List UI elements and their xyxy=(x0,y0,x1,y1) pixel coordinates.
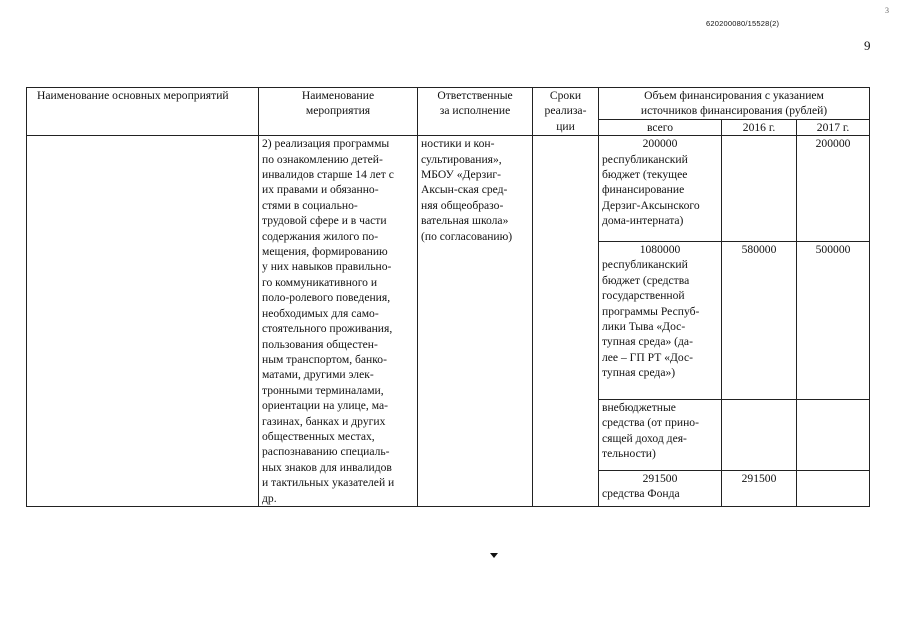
funding-source-line: внебюджетные xyxy=(602,401,676,415)
description-line: стями в социально- xyxy=(262,198,358,212)
header-responsible: Ответственные за исполнение xyxy=(418,88,533,136)
header-2016: 2016 г. xyxy=(722,119,797,135)
description-line: распознаванию специаль- xyxy=(262,445,390,459)
description-line: инвалидов старше 14 лет с xyxy=(262,168,394,182)
responsible-line: Аксын-ская сред- xyxy=(421,183,508,197)
funding-source-line: сящей доход дея- xyxy=(602,431,687,445)
description-line: ных знаков для инвалидов xyxy=(262,460,392,474)
corner-mark: 3 xyxy=(885,6,889,15)
description-line: по ознакомлению детей- xyxy=(262,152,383,166)
description-line: тронными терминалами, xyxy=(262,383,384,397)
funding-source-line: средства (от прино- xyxy=(602,416,699,430)
description-line: трудовой сфере и в части xyxy=(262,214,387,228)
description-line: др. xyxy=(262,491,277,505)
description-line: ным транспортом, банко- xyxy=(262,352,387,366)
funding-2017 xyxy=(797,470,870,506)
document-id: 620200080/15528(2) xyxy=(706,19,780,28)
description-line: стоятельного проживания, xyxy=(262,322,393,336)
funding-source-line: тельности) xyxy=(602,447,656,461)
funding-2017: 500000 xyxy=(797,241,870,399)
description-line: го коммуникативного и xyxy=(262,275,378,289)
funding-source-line: бюджет (средства xyxy=(602,273,690,287)
funding-source xyxy=(602,486,718,501)
funding-2016: 291500 xyxy=(722,470,797,506)
funding-total-cell xyxy=(599,136,722,242)
funding-source-line: Дерзиг-Аксынского xyxy=(602,198,700,212)
header-terms: Сроки реализа- ции xyxy=(533,88,599,136)
funding-total-cell xyxy=(599,241,722,399)
responsible-line: няя общеобразо- xyxy=(421,198,504,212)
description-line: их правами и обязанно- xyxy=(262,183,379,197)
funding-source xyxy=(602,152,718,229)
funding-total: 291500 xyxy=(642,471,678,485)
description-line: ориентации на улице, ма- xyxy=(262,399,388,413)
funding-2016: 580000 xyxy=(722,241,797,399)
activity-description xyxy=(259,136,418,507)
description-line: необходимых для само- xyxy=(262,306,379,320)
description-line: газинах, банках и других xyxy=(262,414,386,428)
responsible-line: вательная школа» xyxy=(421,214,509,228)
funding-source xyxy=(602,400,718,462)
responsible-line: (по согласованию) xyxy=(421,229,513,243)
header-row-1 xyxy=(27,88,870,120)
funding-total-cell xyxy=(599,470,722,506)
responsible-line: сультирования», xyxy=(421,152,502,166)
funding-row-1 xyxy=(27,136,870,242)
funding-source-line: тупная среда») xyxy=(602,366,676,380)
scroll-down-marker xyxy=(490,553,498,558)
header-financing: Объем финансирования с указанием источников финансирования (рублей) xyxy=(599,88,870,120)
funding-source-line: лее – ГП РТ «Дос- xyxy=(602,350,694,364)
description-line: мещения, формированию xyxy=(262,245,388,259)
funding-source xyxy=(602,257,718,380)
funding-source-line: республиканский xyxy=(602,152,688,166)
header-2017: 2017 г. xyxy=(797,119,870,135)
responsible-line: МБОУ «Дерзиг- xyxy=(421,168,502,182)
description-line: 2) реализация программы xyxy=(262,137,390,151)
funding-2016 xyxy=(722,400,797,471)
funding-source-line: бюджет (текущее xyxy=(602,168,688,182)
funding-2017 xyxy=(797,400,870,471)
description-line: и тактильных указателей и xyxy=(262,476,395,490)
funding-source-line: республиканский xyxy=(602,258,688,272)
terms-cell xyxy=(533,136,599,507)
funding-total: 200000 xyxy=(642,137,678,151)
description-line: общественных местах, xyxy=(262,429,375,443)
main-activity-cell xyxy=(27,136,259,507)
header-total: всего xyxy=(599,119,722,135)
responsible-line: ностики и кон- xyxy=(421,137,495,151)
funding-source-line: средства Фонда xyxy=(602,487,680,501)
page-number: 9 xyxy=(864,38,871,53)
funding-2016 xyxy=(722,136,797,242)
description-line: поло-ролевого поведения, xyxy=(262,291,391,305)
header-activity-name: Наименование мероприятия xyxy=(259,88,418,136)
description-line: у них навыков правильно- xyxy=(262,260,392,274)
header-main-activities: Наименование основных мероприятий xyxy=(27,88,259,136)
funding-source-line: лики Тыва «Дос- xyxy=(602,320,686,334)
funding-source-line: программы Респуб- xyxy=(602,304,700,318)
responsible-cell xyxy=(418,136,533,507)
financing-table xyxy=(26,87,870,507)
funding-source-line: государственной xyxy=(602,289,685,303)
description-line: пользования общестен- xyxy=(262,337,378,351)
funding-total-cell xyxy=(599,400,722,471)
funding-source-line: финансирование xyxy=(602,183,685,197)
funding-total: 1080000 xyxy=(639,242,681,256)
description-line: матами, другими элек- xyxy=(262,368,374,382)
funding-2017: 200000 xyxy=(797,136,870,242)
description-line: содержания жилого по- xyxy=(262,229,379,243)
funding-source-line: тупная среда» (да- xyxy=(602,335,693,349)
funding-source-line: дома-интерната) xyxy=(602,214,684,228)
